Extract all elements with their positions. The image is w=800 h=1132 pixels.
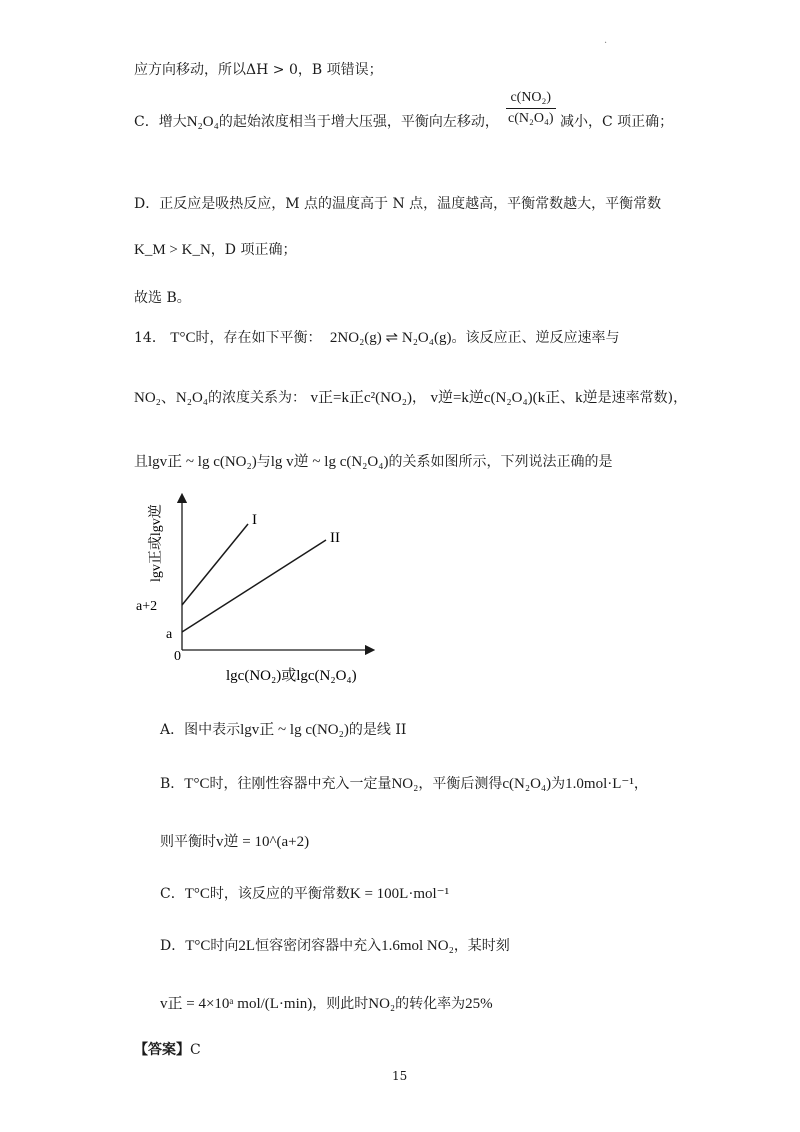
comma: ， — [411, 390, 426, 406]
fraction-numerator: c(NO₂) — [506, 90, 556, 109]
option-d-volume: 2L — [238, 938, 256, 954]
answer-value: C — [190, 1042, 201, 1058]
option-b-temp: T°C — [184, 776, 210, 792]
option-c-label: C． — [160, 886, 185, 902]
option-a-math: lgv正 ~ lg c(NO₂) — [240, 722, 349, 738]
question-stem-1 — [134, 328, 619, 348]
origin-label: 0 — [174, 649, 181, 664]
analysis-option-c — [134, 112, 499, 132]
relation-1: lgv正 ~ lg c(NO₂) — [148, 454, 257, 470]
option-d-temp: T°C — [185, 938, 211, 954]
fraction-denominator: c(N₂O₄) — [508, 111, 554, 126]
ytick-a: a — [166, 627, 173, 642]
analysis-line-b: 应方向移动，所以ΔH > 0，B 项错误； — [134, 62, 383, 78]
stem3-c: 的关系如图所示，下列说法正确的是 — [388, 454, 613, 470]
y-axis-label: lgv正或lgv逆 — [149, 504, 164, 582]
option-d-line2 — [160, 994, 493, 1014]
stem1-a: 时，存在如下平衡： — [195, 330, 322, 346]
ratio-fraction — [506, 90, 556, 127]
temperature: T°C — [170, 330, 196, 346]
option-c-body: 时，该反应的平衡常数 — [209, 886, 350, 902]
option-d-line2-a: ，则此时 — [312, 996, 369, 1012]
option-b-text1: 时，往刚性容器中充入一定量 — [209, 776, 392, 792]
forward-rate-equation: v正=k正c²(NO₂) — [310, 390, 412, 406]
equilibrium-equation: 2NO₂(g) ⇌ N₂O₄(g) — [329, 330, 452, 346]
option-a-prefix: A．图中表示 — [160, 722, 241, 738]
conclusion: 故选 B。 — [134, 290, 191, 306]
series-label-II: II — [330, 530, 340, 546]
page-number: 15 — [392, 1069, 408, 1083]
relation-2: lg v逆 ~ lg c(N₂O₄) — [270, 454, 389, 470]
option-c-species: N₂O₄ — [186, 114, 219, 130]
series-label-I: I — [252, 512, 257, 528]
option-b-conc: c(N₂O₄) — [502, 776, 552, 792]
rate-constants: (k正、k逆 — [532, 390, 598, 406]
option-d-species: NO₂ — [368, 996, 396, 1012]
stem3-b: 与 — [256, 454, 271, 470]
option-b-value: 1.0mol·L⁻¹ — [565, 776, 634, 792]
x-axis-label: lgc(NO₂)或lgc(N₂O₄) — [226, 668, 357, 684]
option-b-line1 — [160, 774, 648, 794]
corner-dot: · — [604, 38, 608, 49]
option-d-text2: 恒容密闭容器中充入 — [255, 938, 382, 954]
option-d-line2-text: ，D 项正确； — [210, 242, 297, 258]
stem3-a: 且 — [134, 454, 148, 470]
option-c-text: 的起始浓度相当于增大压强，平衡向左移动， — [218, 114, 499, 130]
question-number: 14． — [134, 330, 166, 346]
option-b-text3: 为 — [551, 776, 566, 792]
option-b-text2: ，平衡后测得 — [418, 776, 503, 792]
series-line-II — [182, 540, 326, 632]
species: NO₂、N₂O₄ — [134, 390, 209, 406]
option-d-line1 — [160, 936, 510, 956]
option-d-text3: ，某时刻 — [453, 938, 510, 954]
option-b-line2-text: 则平衡时 — [160, 834, 216, 850]
stem2-a: 的浓度关系为： — [208, 390, 307, 406]
option-a-suffix: 的是线 II — [348, 722, 407, 738]
option-b-text4: ， — [633, 776, 648, 792]
question-stem-3 — [134, 452, 612, 472]
option-c-temp: T°C — [184, 886, 210, 902]
option-c-prefix: C．增大 — [134, 114, 187, 130]
answer — [134, 1040, 201, 1060]
option-b-prefix: B． — [160, 776, 185, 792]
option-b-species: NO₂ — [391, 776, 419, 792]
k-comparison: K_M > K_N — [134, 242, 211, 258]
rate-graph — [130, 490, 380, 690]
option-b-line2 — [160, 832, 309, 852]
option-c — [160, 884, 449, 904]
option-b-line2-math: v逆 = 10^(a+2) — [216, 834, 310, 850]
question-stem-2 — [134, 388, 687, 408]
option-d-percent: 25% — [465, 996, 493, 1012]
stem1-b: 。该反应正、逆反应速率与 — [451, 330, 620, 346]
option-c-math: K = 100L·mol⁻¹ — [349, 886, 450, 902]
reverse-rate-equation: v逆=k逆c(N₂O₄) — [430, 390, 533, 406]
option-d-text1: 时向 — [210, 938, 239, 954]
option-d-line2-b: 的转化率为 — [395, 996, 466, 1012]
analysis-option-d-line2 — [134, 240, 296, 260]
option-d-amount: 1.6mol NO₂ — [381, 938, 454, 954]
stem2-b: 是速率常数)， — [597, 390, 688, 406]
answer-label: 【答案】 — [134, 1042, 190, 1058]
ytick-a-plus-2: a+2 — [136, 599, 158, 614]
option-d-rate: v正 = 4×10ᵃ mol/(L·min) — [160, 996, 313, 1012]
series-line-I — [182, 524, 248, 605]
analysis-option-d: D．正反应是吸热反应，M 点的温度高于 N 点，温度越高，平衡常数越大，平衡常数 — [134, 196, 662, 212]
option-d-label: D． — [160, 938, 186, 954]
option-c-suffix: 减小，C 项正确； — [560, 114, 674, 130]
option-a — [160, 720, 406, 740]
